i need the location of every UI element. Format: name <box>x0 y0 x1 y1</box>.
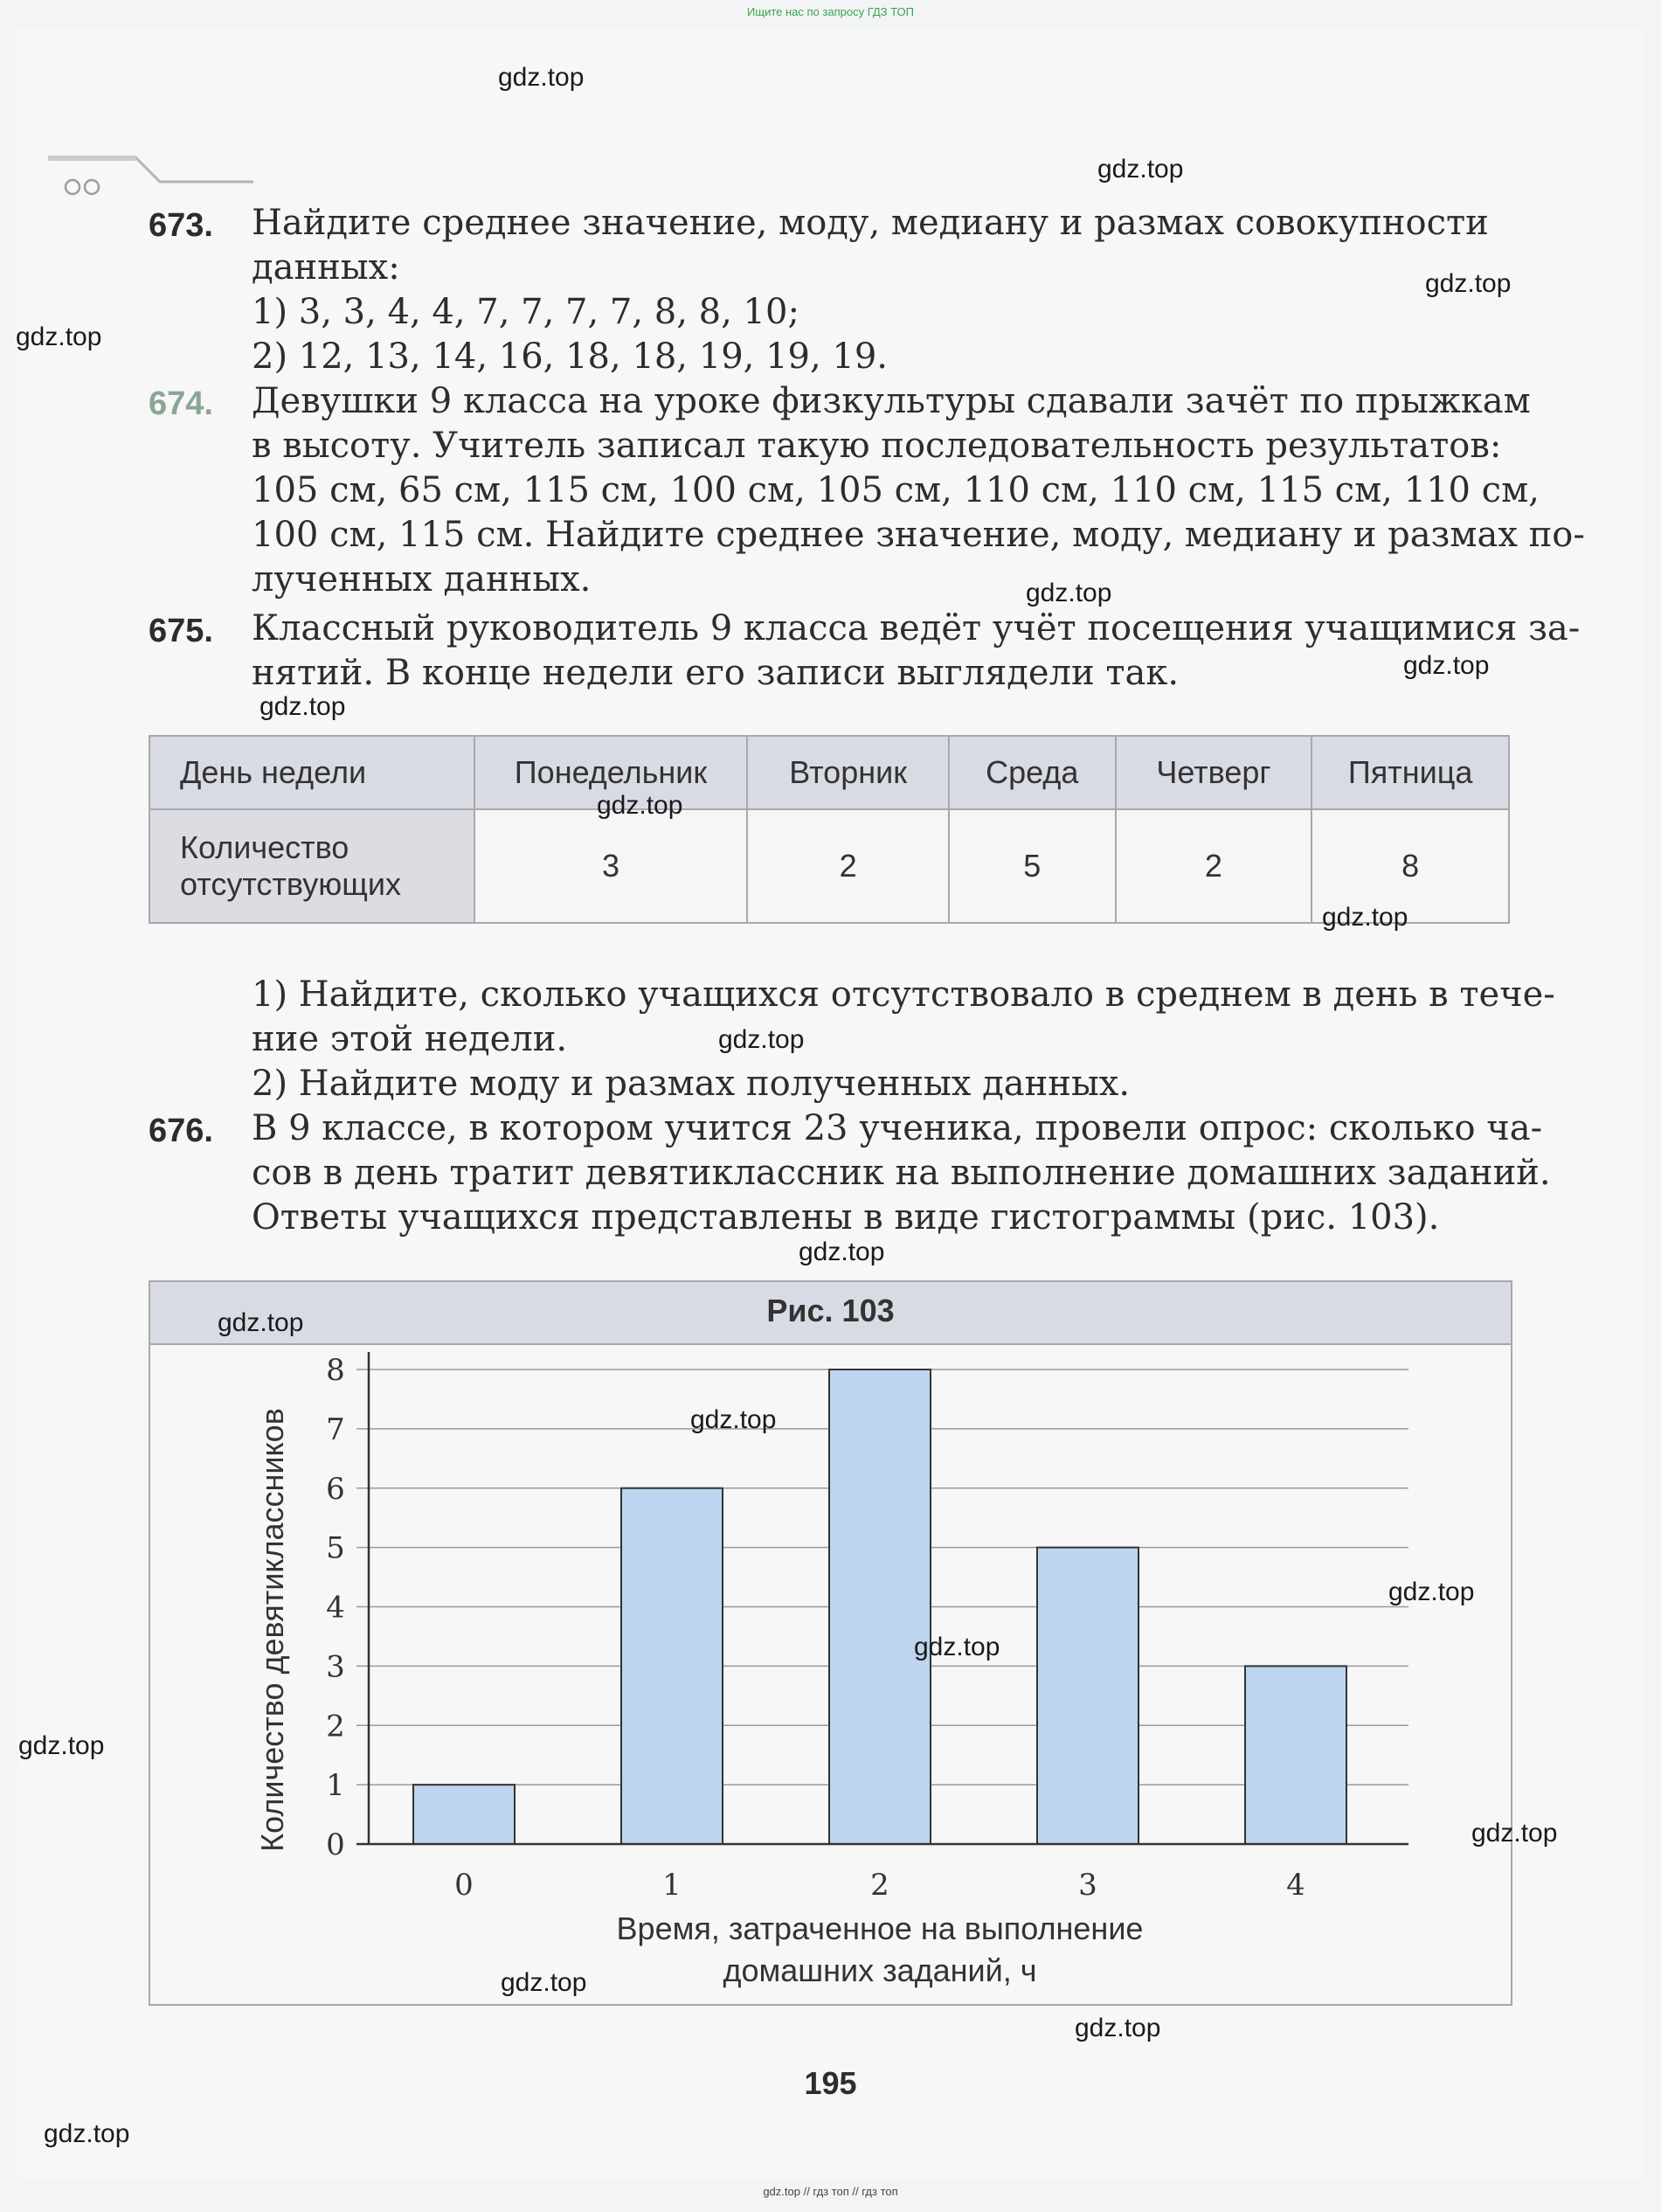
watermark: gdz.top <box>1026 579 1112 607</box>
watermark: gdz.top <box>18 1731 105 1760</box>
watermark: gdz.top <box>1471 1819 1558 1848</box>
problem-674-line: Девушки 9 класса на уроке физкультуры сдавали зачёт по прыжкам <box>252 381 1531 421</box>
bar-0 <box>413 1785 515 1844</box>
problem-676-line: сов в день тратит девятиклассник на выполнение домашних заданий. <box>252 1153 1551 1193</box>
table-row <box>149 809 1509 923</box>
x-tick-label: 3 <box>1078 1868 1097 1903</box>
table-header-cell: Понедельник <box>474 736 748 809</box>
problem-673-line: Найдите среднее значение, моду, медиану и размах совокупности <box>252 203 1489 243</box>
x-tick-label: 0 <box>454 1868 474 1903</box>
y-axis-label: Количество девятиклассников <box>254 1408 290 1852</box>
problem-674-line: лученных данных. <box>252 559 592 600</box>
problem-674-number: 674. <box>149 385 213 422</box>
corner-ornament <box>48 156 253 199</box>
watermark: gdz.top <box>690 1405 777 1434</box>
watermark: gdz.top <box>1097 155 1184 184</box>
table-header-cell: День недели <box>149 736 474 809</box>
bar-2 <box>829 1369 931 1844</box>
chart-x-ticks <box>454 1868 1305 1903</box>
y-tick-label: 7 <box>326 1411 345 1447</box>
bar-3 <box>1037 1548 1138 1844</box>
x-axis-label-line-1: Время, затраченное на выполнение <box>616 1910 1144 1946</box>
problem-673-line: 2) 12, 13, 14, 16, 18, 18, 19, 19, 19. <box>252 336 889 377</box>
bar-4 <box>1245 1666 1346 1844</box>
y-tick-label: 2 <box>326 1709 345 1744</box>
problem-676-line: В 9 классе, в котором учится 23 ученика, провели опрос: сколько ча- <box>252 1108 1543 1148</box>
header-note: Ищите нас по запросу ГДЗ ТОП <box>747 5 914 18</box>
problem-675-question: 1) Найдите, сколько учащихся отсутствовало в среднем в день в тече- <box>252 974 1555 1015</box>
problem-675-line: нятий. В конце недели его записи выглядели так. <box>252 653 1180 693</box>
watermark: gdz.top <box>1388 1578 1475 1606</box>
table-cell: 3 <box>474 809 748 923</box>
y-tick-label: 4 <box>326 1590 345 1626</box>
problem-675-question: ние этой недели. <box>252 1019 568 1059</box>
footer-note: gdz.top // гдз топ // гдз топ <box>763 2185 898 2198</box>
chart-y-ticks <box>326 1353 345 1862</box>
watermark: gdz.top <box>914 1633 1000 1661</box>
problem-673-line: 1) 3, 3, 4, 4, 7, 7, 7, 7, 8, 8, 10; <box>252 292 799 332</box>
histogram-chart <box>150 1282 1511 2004</box>
watermark: gdz.top <box>1425 269 1512 298</box>
y-tick-label: 8 <box>326 1353 345 1388</box>
table-header-cell: Пятница <box>1311 736 1509 809</box>
bar-1 <box>621 1488 723 1844</box>
watermark: gdz.top <box>16 322 102 351</box>
problem-673-number: 673. <box>149 207 213 244</box>
watermark: gdz.top <box>1322 903 1408 932</box>
watermark: gdz.top <box>44 2119 130 2148</box>
problem-675-question: 2) Найдите моду и размах полученных данных. <box>252 1064 1131 1104</box>
figure-103 <box>149 1280 1512 2006</box>
y-tick-label: 3 <box>326 1649 345 1685</box>
attendance-table <box>149 735 1510 924</box>
problem-675-line: Классный руководитель 9 класса ведёт учёт посещения учащимися за- <box>252 608 1581 648</box>
watermark: gdz.top <box>1075 2014 1161 2042</box>
row-label-line-2: отсутствующих <box>180 866 401 902</box>
table-cell: 8 <box>1311 809 1509 923</box>
ornament-circle-1 <box>66 180 80 194</box>
watermark: gdz.top <box>1403 651 1490 680</box>
table-header-row <box>149 736 1509 809</box>
problem-674-line: в высоту. Учитель записал такую последовательность результатов: <box>252 426 1502 466</box>
x-tick-label: 4 <box>1286 1868 1305 1903</box>
watermark: gdz.top <box>501 1968 587 1997</box>
problem-676-line: Ответы учащихся представлены в виде гистограммы (рис. 103). <box>252 1197 1440 1238</box>
watermark: gdz.top <box>498 63 585 92</box>
table-cell: 2 <box>747 809 949 923</box>
x-tick-label: 1 <box>662 1868 682 1903</box>
table-cell: 2 <box>1116 809 1312 923</box>
ornament-circle-2 <box>85 180 99 194</box>
watermark: gdz.top <box>718 1025 805 1054</box>
table-row-label <box>149 809 474 923</box>
table-cell: 5 <box>949 809 1116 923</box>
x-axis-label-line-2: домашних заданий, ч <box>723 1952 1037 1988</box>
y-tick-label: 1 <box>326 1768 345 1804</box>
y-tick-label: 0 <box>326 1827 345 1862</box>
problem-673-line: данных: <box>252 247 400 288</box>
problem-675-number: 675. <box>149 613 213 649</box>
watermark: gdz.top <box>218 1308 304 1337</box>
y-tick-label: 5 <box>326 1530 345 1566</box>
table-header-cell: Среда <box>949 736 1116 809</box>
figure-title: Рис. 103 <box>766 1293 895 1328</box>
table-header-cell: Четверг <box>1116 736 1312 809</box>
x-tick-label: 2 <box>870 1868 889 1903</box>
watermark: gdz.top <box>260 692 346 721</box>
watermark: gdz.top <box>799 1238 885 1266</box>
watermark: gdz.top <box>597 791 683 820</box>
problem-674-line: 100 см, 115 см. Найдите среднее значение, моду, медиану и размах по- <box>252 515 1585 555</box>
table-header-cell: Вторник <box>747 736 949 809</box>
y-tick-label: 6 <box>326 1471 345 1507</box>
row-label-line-1: Количество <box>180 829 350 865</box>
page-number: 195 <box>804 2065 857 2101</box>
problem-676-number: 676. <box>149 1113 213 1149</box>
problem-674-line: 105 см, 65 см, 115 см, 100 см, 105 см, 110 см, 110 см, 115 см, 110 см, <box>252 470 1540 510</box>
